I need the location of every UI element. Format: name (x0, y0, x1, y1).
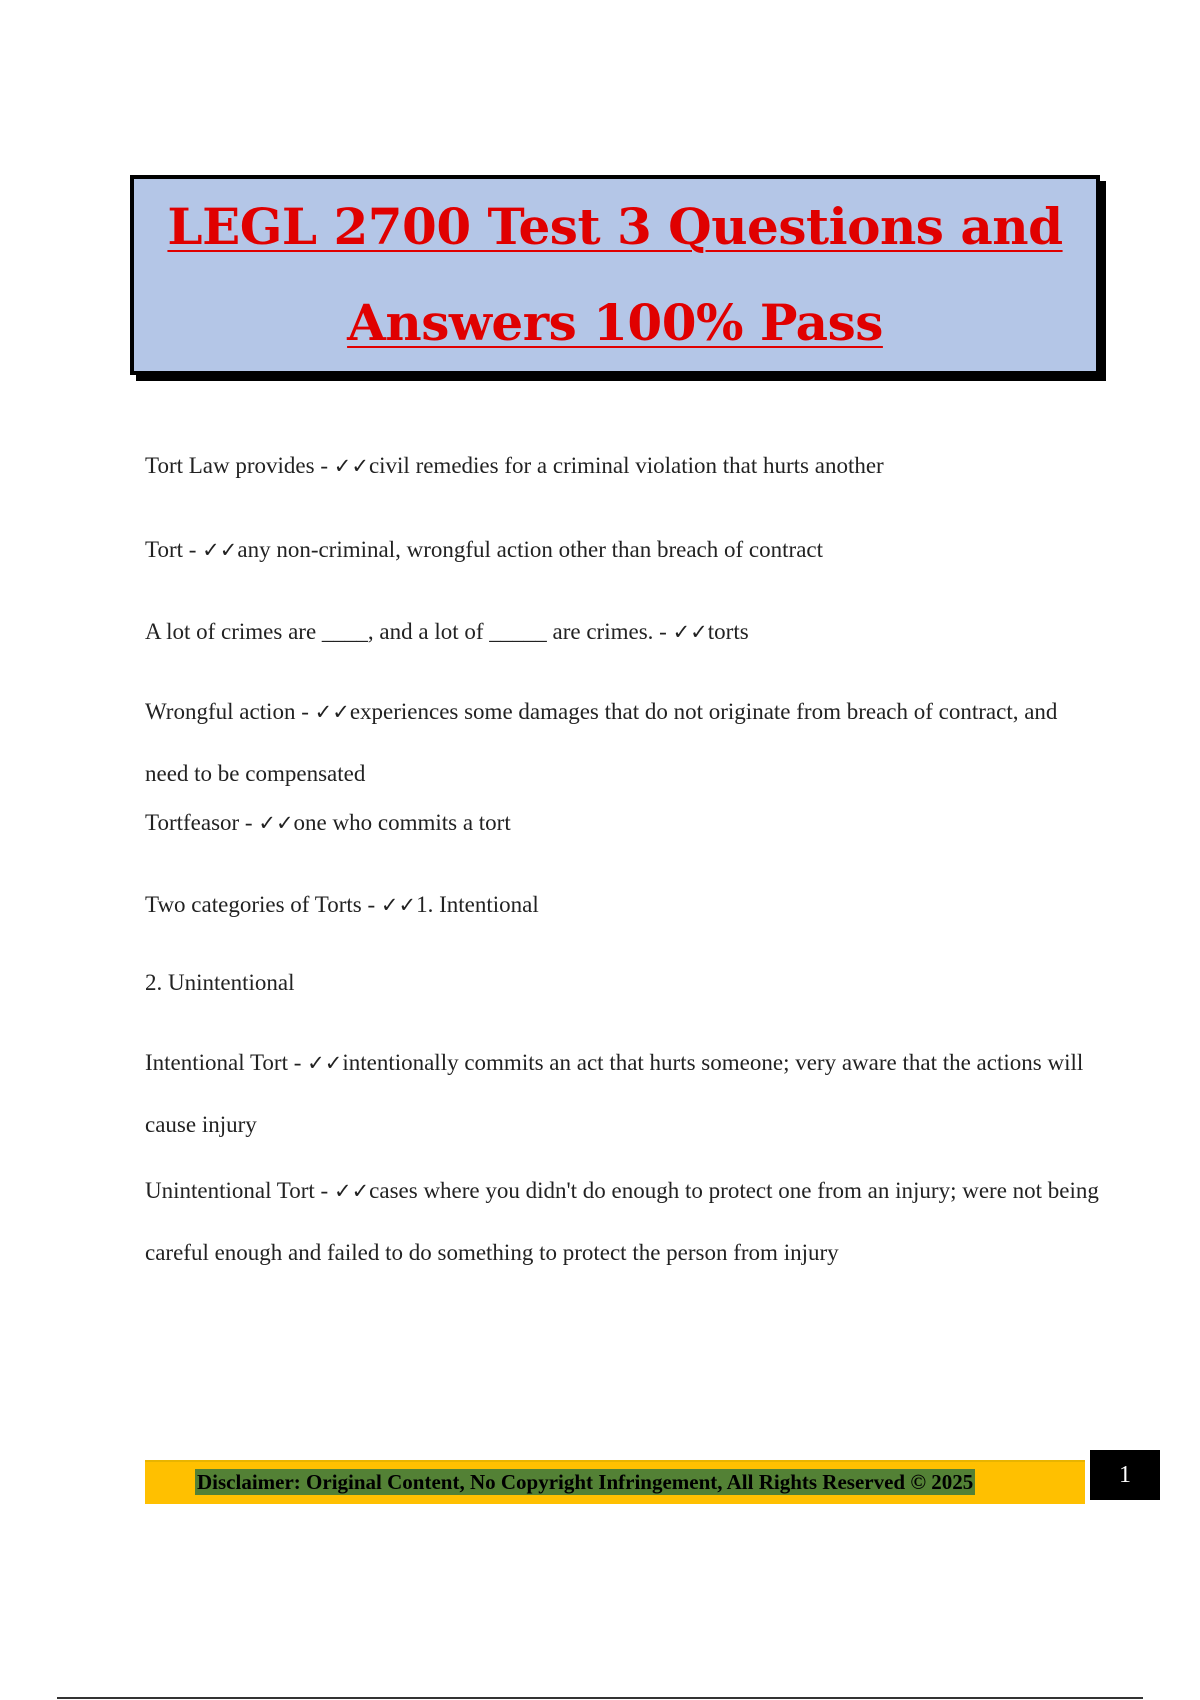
qa-question: Tort - (145, 537, 203, 562)
qa-answer: intentionally commits an act that hurts someone; very aware that the actions will cause injury (145, 1050, 1084, 1137)
qa-item (145, 681, 1105, 805)
qa-question: Two categories of Torts - (145, 892, 381, 917)
qa-question: Intentional Tort - (145, 1050, 308, 1075)
qa-answer: one who commits a tort (293, 810, 511, 835)
title-box (130, 175, 1100, 375)
qa-question: A lot of crimes are ____, and a lot of _____ are crimes. - (145, 619, 673, 644)
qa-answer: 1. Intentional (416, 892, 539, 917)
qa-item-continued (145, 969, 1105, 997)
footer-disclaimer: Disclaimer: Original Content, No Copyright Infringement, All Rights Reserved © 2025 (197, 1470, 974, 1494)
check-marks-icon: ✓✓ (258, 811, 294, 835)
qa-answer: any non-criminal, wrongful action other than breach of contract (237, 537, 823, 562)
qa-list (145, 452, 1105, 1302)
qa-question: Tortfeasor - (145, 810, 259, 835)
qa-item (145, 891, 1105, 919)
page-divider (57, 1697, 1143, 1699)
check-marks-icon: ✓✓ (307, 1051, 343, 1075)
title-line-1: LEGL 2700 Test 3 Questions and (167, 197, 1063, 256)
check-marks-icon: ✓✓ (202, 538, 238, 562)
check-marks-icon: ✓✓ (333, 1179, 370, 1203)
qa-answer-line-2: 2. Unintentional (145, 970, 295, 995)
qa-item (145, 1032, 1105, 1156)
qa-answer: civil remedies for a criminal violation that hurts another (368, 453, 884, 478)
qa-question: Unintentional Tort - (145, 1178, 334, 1203)
qa-answer: torts (707, 619, 749, 644)
footer-bar (145, 1460, 1085, 1504)
title-line-2: Answers 100% Pass (347, 293, 883, 352)
qa-item (145, 809, 1105, 837)
check-marks-icon: ✓✓ (314, 700, 350, 724)
check-marks-icon: ✓✓ (333, 454, 369, 478)
qa-answer: cases where you didn't do enough to protect one from an injury; were not being careful enough and failed to do something to protect the person from injury (145, 1178, 1099, 1265)
qa-question: Wrongful action - (145, 699, 315, 724)
qa-item (145, 536, 1105, 564)
check-marks-icon: ✓✓ (380, 893, 417, 917)
check-marks-icon: ✓✓ (672, 620, 708, 644)
qa-item (145, 452, 1105, 480)
qa-answer: experiences some damages that do not originate from breach of contract, and need to be compensated (145, 699, 1058, 786)
qa-item (145, 618, 1105, 646)
page-number: 1 (1090, 1450, 1160, 1500)
qa-question: Tort Law provides - (145, 453, 334, 478)
qa-item (145, 1160, 1105, 1284)
